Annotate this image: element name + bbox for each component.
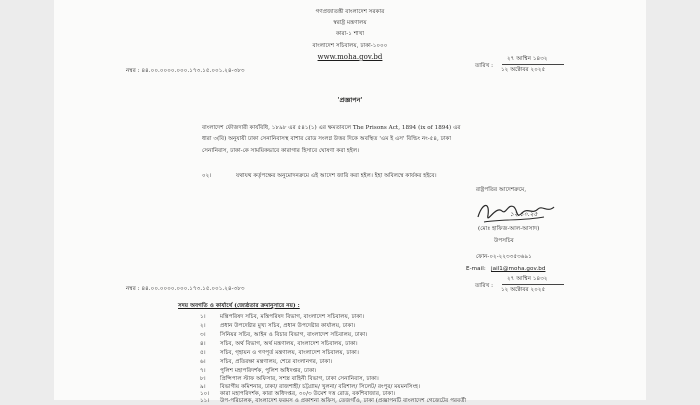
memo-date-bangla: ২৭ আশ্বিন ১৪৩২ [507,56,548,62]
body-para1-line1: বাংলাদেশ ফৌজদারী কার্যবিধি, ১৮৯৮ এর ৫৪১(১) এর ক্ষমতাবলে The Prisons Act, 1894 (ix of 1894) এর [202,125,461,131]
document-page [54,0,646,404]
list-item: বিভাগীয় কমিশনার, ঢাকা/ রাজশাহী/ চট্টগ্রাম/ খুলনা/ বরিশাল/ সিলেট/ রংপুর/ ময়মনসিংহ। [220,384,421,390]
list-item-number: ১। [200,314,206,320]
list-item-number: ১১। [200,398,210,404]
date-divider [502,64,564,65]
list-item: প্রধান উপদেষ্টার মুখ্য সচিব, প্রধান উপদেষ্টার কার্যালয়, ঢাকা। [220,323,356,329]
list-item: সচিব, অর্থ বিভাগ, অর্থ মন্ত্রণালয়, বাংলাদেশ সচিবালয়, ঢাকা। [220,341,358,347]
signatory-name: (মোঃ হাফিজ-আল-আসাদ) [478,226,540,232]
memo2-number: নম্বর : ৪৪.০০.০০০০.০০০.১৭৩.১৫.০০১.২৪-৩৮৩ [126,286,245,292]
signatory-designation: উপসচিব [494,238,514,244]
date2-divider [502,284,564,285]
email-label: E-mail: [466,266,486,272]
list-item: উপ-পরিচালক, বাংলাদেশ ফরমস ও প্রকাশনা অফিস, তেজগাঁও, ঢাকা (প্রজ্ঞাপনটি বাংলাদেশ গেজেটের পরবর্তী [220,398,467,404]
header-address: বাংলাদেশ সচিবালয়, ঢাকা-১০০০ [312,43,388,49]
memo2-date-label: তারিখ : [475,283,494,289]
memo-date-english: ১২ অক্টোবর ২০২৫ [501,67,546,73]
body-para2-text: যথাযথ কর্তৃপক্ষের অনুমোদনক্রমে এই আদেশ জারি করা হইল। ইহা অবিলম্বে কার্যকর হইবে। [236,173,437,179]
list-item-number: ৪। [200,341,206,347]
list-item-number: ৬। [200,359,206,365]
list-item-number: ৭। [200,368,206,374]
header-ministry: স্বরাষ্ট্র মন্ত্রণালয় [333,20,367,26]
list-item: সিনিয়র সচিব, আইন ও বিচার বিভাগ, বাংলাদেশ সচিবালয়, ঢাকা। [220,332,368,338]
memo-date-label: তারিখ : [475,63,494,69]
list-item-number: ২। [200,323,206,329]
list-item: মন্ত্রিপরিষদ সচিব, মন্ত্রিপরিষদ বিভাগ, বাংলাদেশ সচিবালয়, ঢাকা। [220,314,364,320]
memo-number: নম্বর : ৪৪.০০.০০০০.০০০.১৭৩.১৫.০০১.২৪-৩৮৩ [126,68,245,74]
signature-order-line: রাষ্ট্রপতির আদেশক্রমে, [476,187,527,193]
signatory-phone: ফোন-০২-২২৩৩৫৩৬৯১ [476,254,532,260]
header-govt: গণপ্রজাতন্ত্রী বাংলাদেশ সরকার [315,9,385,15]
list-item: প্রিন্সিপাল স্টাফ অফিসার, সশস্ত্র বাহিনী বিভাগ, ঢাকা সেনানিবাস, ঢাকা। [220,376,379,382]
header-section: কারা-১ শাখা [335,31,365,37]
list-item: পুলিশ মহাপরিদর্শক, পুলিশ অধিদপ্তর, ঢাকা। [220,368,317,374]
list-item-number: ৫। [200,350,206,356]
body-para2-number: ০২। [202,173,212,179]
memo2-date-bangla: ২৭ আশ্বিন ১৪৩২ [507,276,548,282]
list-item-number: ১০। [200,391,210,397]
list-item: কারা মহাপরিদর্শক, কারা অধিদপ্তর, ৩০/৩ উমেশ দত্ত রোড, বকশিবাজার, ঢাকা। [220,391,396,397]
header-website[interactable]: www.moha.gov.bd [317,53,383,61]
body-para1-line3: সেনানিবাস, ঢাকা-কে সাময়িকভাবে কারাগার হিসাবে ঘোষণা করা হইল। [202,148,360,154]
list-item: সচিব, প্রতিরক্ষা মন্ত্রণালয়, শেরে বাংলানগর, ঢাকা। [220,359,333,365]
email-link[interactable]: jail1@moha.gov.bd [491,266,546,272]
memo2-date-english: ১২ অক্টোবর ২০২৫ [501,287,546,293]
list-item-number: ৯। [200,384,206,390]
signature-date: ১২.১০.২৫ [510,211,538,218]
list-item: সচিব, গৃহায়ন ও গণপূর্ত মন্ত্রণালয়, বাংলাদেশ সচিবালয়, ঢাকা। [220,350,359,356]
list-item-number: ৩। [200,332,206,338]
body-para1-line2: ধারা ৩(বি) অনুযায়ী ঢাকা সেনানিবাসস্থ বাশার রোড সংলগ্ন উত্তর দিকে অবস্থিত 'এম ই এস' বিল্ডিং নং-৫৪, ঢাকা [202,136,452,142]
list-item-number: ৮। [200,376,206,382]
distribution-heading: সদয় অবগতি ও কার্যার্থে (জ্যেষ্ঠতার ক্রমানুসারে নয়) : [178,303,300,309]
document-title: 'প্রজ্ঞাপন' [337,96,363,104]
